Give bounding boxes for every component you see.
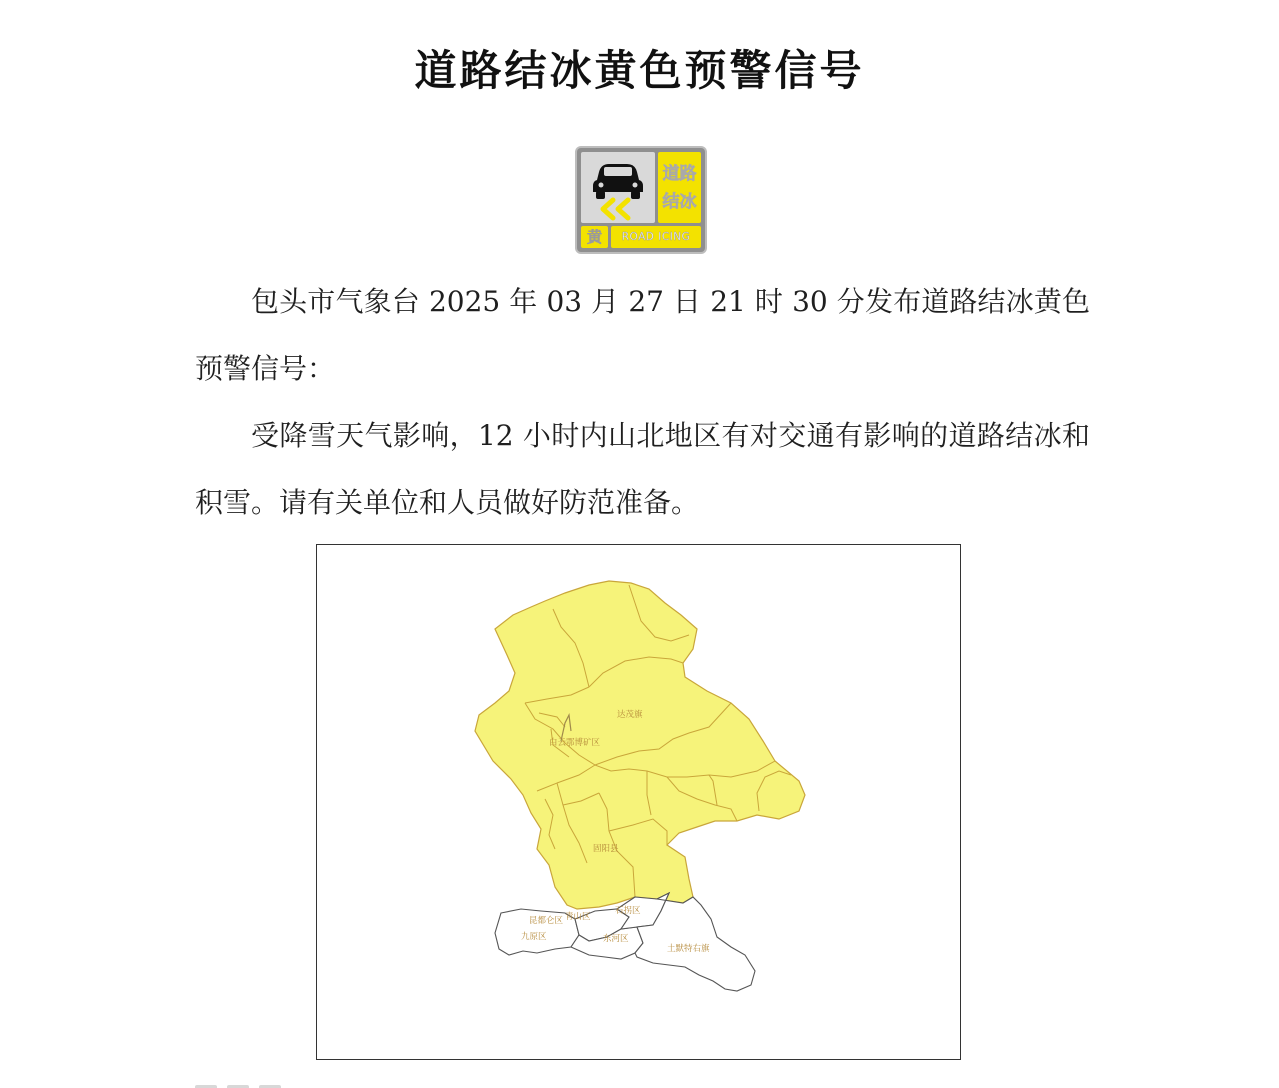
sign-level-badge: 黄 (581, 226, 608, 248)
label-guyang: 固阳县 (593, 844, 619, 854)
paragraph-announcement: 包头市气象台 2025 年 03 月 27 日 21 时 30 分发布道路结冰黄色预警信号： (195, 285, 1090, 385)
label-donghe: 东河区 (603, 934, 629, 944)
road-icing-warning-sign (577, 148, 705, 252)
page-title: 道路结冰黄色预警信号 (414, 46, 865, 95)
label-damao: 达茂旗 (617, 710, 643, 720)
car-skidding-icon (581, 152, 655, 223)
label-qingshan: 青山区 (565, 912, 591, 922)
sign-english-label: ROAD ICING (611, 226, 701, 248)
warning-area-region (475, 581, 805, 909)
label-baiyun: 白云鄂博矿区 (549, 738, 601, 748)
warning-area-map (316, 544, 961, 1060)
label-kundulun: 昆都仑区 (529, 916, 564, 926)
sign-text-line-2: 结冰 (662, 192, 697, 212)
sign-text-line-1: 道路 (662, 164, 697, 184)
label-jiuyuan: 九原区 (521, 932, 547, 942)
sign-text-panel (658, 152, 701, 223)
paragraph-details: 受降雪天气影响，12 小时内山北地区有对交通有影响的道路结冰和积雪。请有关单位和人员做好防范准备。 (195, 419, 1090, 519)
label-tumote: 土默特右旗 (667, 944, 710, 954)
cropped-text-fragment (195, 1076, 335, 1088)
label-shiguai: 石拐区 (615, 906, 641, 916)
